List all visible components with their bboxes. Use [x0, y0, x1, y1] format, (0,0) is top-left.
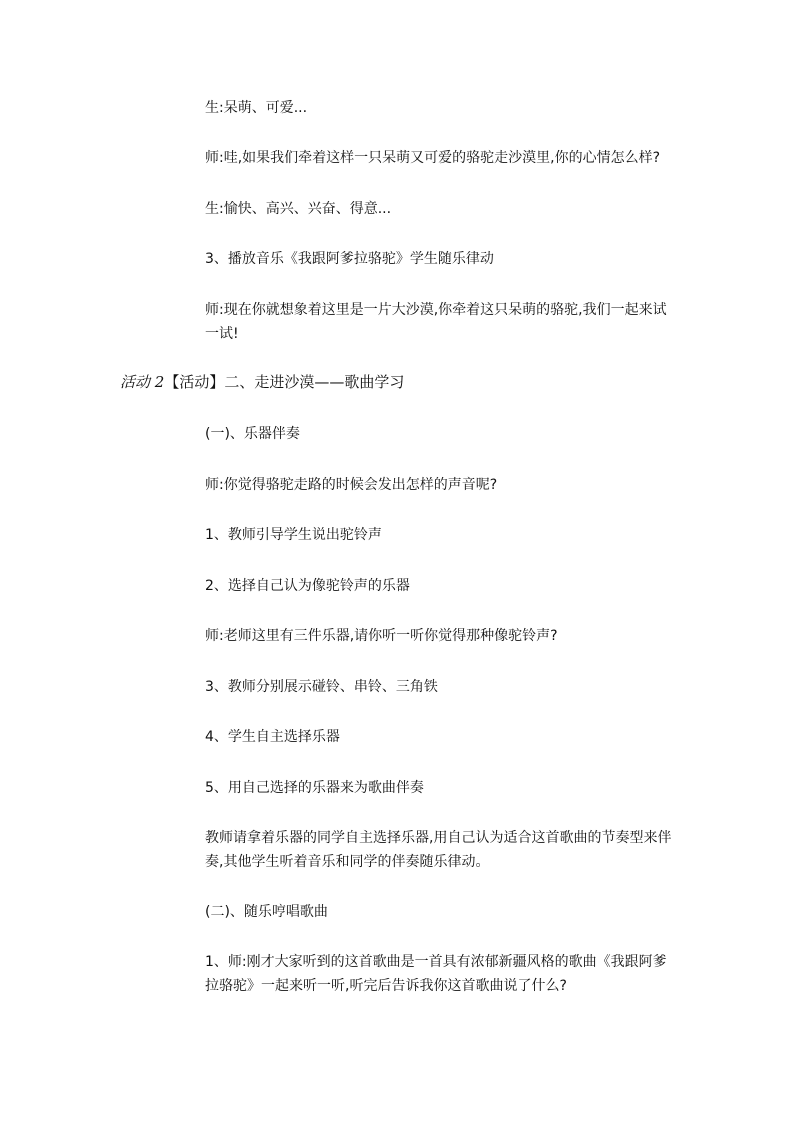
paragraph: 生:愉快、高兴、兴奋、得意...	[205, 201, 392, 217]
paragraph: (一)、乐器伴奏	[205, 426, 300, 442]
paragraph: (二)、随乐哼唱歌曲	[205, 904, 328, 920]
paragraph: 师:现在你就想象着这里是一片大沙漠,你牵着这只呆萌的骆驼,我们一起来试一试!	[205, 302, 667, 342]
paragraph: 师:哇,如果我们牵着这样一只呆萌又可爱的骆驼走沙漠里,你的心情怎么样?	[205, 150, 661, 166]
paragraph: 2、选择自己认为像驼铃声的乐器	[205, 578, 410, 594]
paragraph: 3、播放音乐《我跟阿爹拉骆驼》学生随乐律动	[205, 251, 494, 267]
activity-number: 活动 2	[120, 373, 165, 391]
activity-title: 【活动】二、走进沙漠——歌曲学习	[164, 373, 405, 391]
paragraph: 3、教师分别展示碰铃、串铃、三角铁	[205, 679, 438, 695]
paragraph: 5、用自己选择的乐器来为歌曲伴奏	[205, 780, 424, 796]
paragraph: 1、师:刚才大家听到的这首歌曲是一首具有浓郁新疆风格的歌曲《我跟阿爹拉骆驼》一起来听一听,听完后告诉我你这首歌曲说了什么?	[205, 954, 667, 994]
paragraph: 教师请拿着乐器的同学自主选择乐器,用自己认为适合这首歌曲的节奏型来伴奏,其他学生听着音乐和同学的伴奏随乐律动。	[205, 830, 672, 870]
paragraph: 1、教师引导学生说出驼铃声	[205, 527, 382, 543]
paragraph: 生:呆萌、可爱...	[205, 100, 308, 116]
paragraph: 4、学生自主选择乐器	[205, 729, 340, 745]
paragraph: 师:老师这里有三件乐器,请你听一听你觉得那种像驼铃声?	[205, 628, 558, 644]
paragraph: 师:你觉得骆驼走路的时候会发出怎样的声音呢?	[205, 477, 498, 493]
activity-heading	[120, 370, 720, 394]
